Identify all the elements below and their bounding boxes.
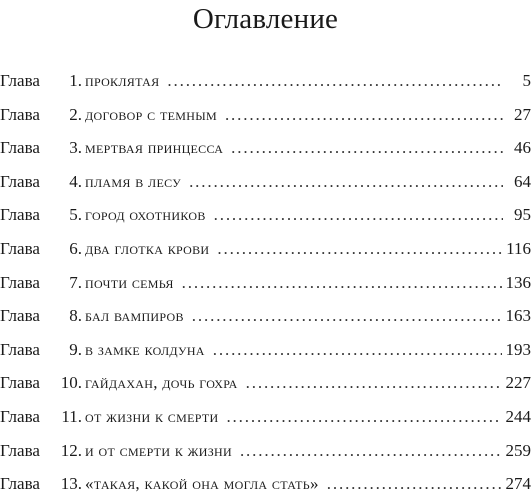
dot-leader bbox=[246, 368, 502, 398]
chapter-number: 4. bbox=[54, 167, 82, 197]
toc-entry[interactable] bbox=[0, 100, 531, 134]
dot-leader bbox=[226, 402, 501, 432]
page-number: 136 bbox=[506, 268, 531, 298]
chapter-number: 13. bbox=[54, 469, 82, 499]
page-number: 116 bbox=[506, 234, 531, 264]
dot-leader bbox=[231, 133, 503, 163]
toc-entry[interactable] bbox=[0, 436, 531, 470]
page-title: Оглавление bbox=[0, 2, 531, 36]
page-number: 95 bbox=[507, 200, 531, 230]
toc-entry[interactable] bbox=[0, 268, 531, 302]
chapter-word: Глава bbox=[0, 268, 54, 298]
chapter-word: Глава bbox=[0, 100, 54, 130]
chapter-word: Глава bbox=[0, 200, 54, 230]
toc-entry[interactable] bbox=[0, 133, 531, 167]
chapter-number: 3. bbox=[54, 133, 82, 163]
chapter-number: 5. bbox=[54, 200, 82, 230]
toc-entry[interactable] bbox=[0, 402, 531, 436]
page-number: 193 bbox=[506, 335, 531, 365]
chapter-word: Глава bbox=[0, 368, 54, 398]
table-of-contents bbox=[0, 66, 531, 503]
page-number: 46 bbox=[507, 133, 531, 163]
toc-entry[interactable] bbox=[0, 167, 531, 201]
dot-leader bbox=[182, 268, 502, 298]
chapter-title: проклятая bbox=[82, 66, 159, 96]
dot-leader bbox=[213, 335, 502, 365]
chapter-number: 6. bbox=[54, 234, 82, 264]
toc-entry[interactable] bbox=[0, 66, 531, 100]
chapter-word: Глава bbox=[0, 234, 54, 264]
dot-leader bbox=[189, 167, 503, 197]
chapter-word: Глава bbox=[0, 133, 54, 163]
chapter-word: Глава bbox=[0, 402, 54, 432]
chapter-number: 11. bbox=[54, 402, 82, 432]
page-number: 5 bbox=[507, 66, 531, 96]
chapter-title: город охотников bbox=[82, 200, 206, 230]
dot-leader bbox=[217, 234, 502, 264]
toc-entry[interactable] bbox=[0, 368, 531, 402]
page-number: 274 bbox=[506, 469, 531, 499]
chapter-word: Глава bbox=[0, 66, 54, 96]
page-number: 244 bbox=[506, 402, 531, 432]
chapter-word: Глава bbox=[0, 469, 54, 499]
toc-entry[interactable] bbox=[0, 335, 531, 369]
chapter-title: в замке колдуна bbox=[82, 335, 205, 365]
chapter-number: 7. bbox=[54, 268, 82, 298]
dot-leader bbox=[225, 100, 503, 130]
chapter-number: 9. bbox=[54, 335, 82, 365]
toc-entry[interactable] bbox=[0, 200, 531, 234]
dot-leader bbox=[192, 301, 502, 331]
chapter-word: Глава bbox=[0, 167, 54, 197]
chapter-number: 1. bbox=[54, 66, 82, 96]
chapter-title: пламя в лесу bbox=[82, 167, 181, 197]
page-number: 27 bbox=[507, 100, 531, 130]
chapter-title: «такая, какой она могла стать» bbox=[82, 469, 319, 499]
toc-entry[interactable] bbox=[0, 234, 531, 268]
chapter-title: бал вампиров bbox=[82, 301, 184, 331]
chapter-number: 12. bbox=[54, 436, 82, 466]
chapter-word: Глава bbox=[0, 301, 54, 331]
page-number: 64 bbox=[507, 167, 531, 197]
chapter-title: мертвая принцесса bbox=[82, 133, 223, 163]
chapter-word: Глава bbox=[0, 436, 54, 466]
dot-leader bbox=[327, 469, 502, 499]
toc-entry[interactable] bbox=[0, 301, 531, 335]
dot-leader bbox=[167, 66, 503, 96]
page-number: 259 bbox=[506, 436, 531, 466]
chapter-number: 10. bbox=[54, 368, 82, 398]
chapter-word: Глава bbox=[0, 335, 54, 365]
toc-entry[interactable] bbox=[0, 469, 531, 503]
chapter-number: 8. bbox=[54, 301, 82, 331]
dot-leader bbox=[214, 200, 503, 230]
chapter-title: от жизни к смерти bbox=[82, 402, 218, 432]
chapter-title: почти семья bbox=[82, 268, 174, 298]
chapter-title: два глотка крови bbox=[82, 234, 209, 264]
dot-leader bbox=[240, 436, 502, 466]
chapter-title: договор с темным bbox=[82, 100, 217, 130]
chapter-title: и от смерти к жизни bbox=[82, 436, 232, 466]
page-number: 227 bbox=[506, 368, 531, 398]
chapter-title: гайдахан, дочь гохра bbox=[82, 368, 238, 398]
chapter-number: 2. bbox=[54, 100, 82, 130]
page-number: 163 bbox=[506, 301, 531, 331]
